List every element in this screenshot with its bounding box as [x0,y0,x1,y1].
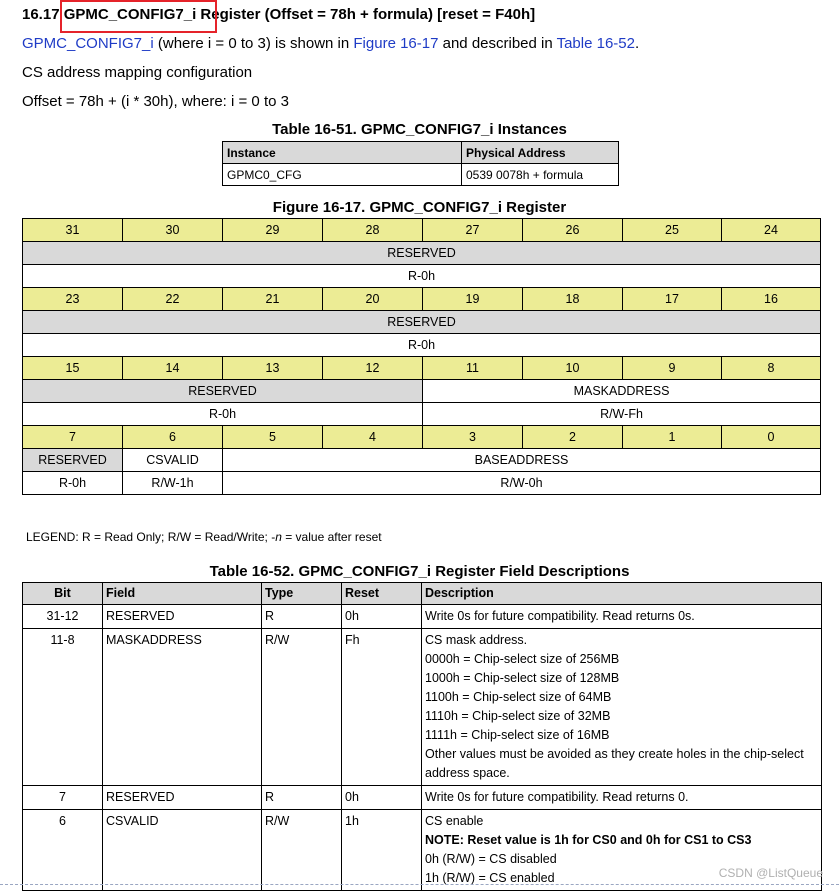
bit-number: 1 [623,426,722,449]
bit-number: 2 [523,426,623,449]
title-rest: Register (Offset = 78h + formula) [reset = F40h] [200,6,536,23]
instances-header-address: Physical Address [462,142,619,164]
cell-type: R/W [262,629,342,786]
field-baseaddress: BASEADDRESS [223,449,821,472]
bit-number: 23 [23,288,123,311]
description-line: Other values must be avoided as they create holes in the chip-select address space. [425,747,804,780]
header-type: Type [262,583,342,605]
table-link[interactable]: Table 16-52 [556,35,635,52]
table-row [223,164,619,186]
bit-number: 17 [623,288,722,311]
intro-text-where: (where i = 0 to 3) is shown in [153,35,354,52]
field-reserved: RESERVED [23,242,821,265]
instances-table [222,141,619,186]
field-access: R-0h [23,472,123,495]
field-reserved: RESERVED [23,380,423,403]
bit-number: 9 [623,357,722,380]
bit-number-row [23,426,821,449]
description-line: Write 0s for future compatibility. Read returns 0. [425,790,689,804]
instance-name: GPMC0_CFG [223,164,462,186]
section-number: 16.17 [22,6,60,23]
field-name-row [23,242,821,265]
field-access: R/W-Fh [423,403,821,426]
bit-number: 21 [223,288,323,311]
field-name-row [23,311,821,334]
cell-description [422,629,822,786]
cell-field: RESERVED [103,605,262,629]
cell-reset: 0h [342,786,422,810]
instances-header-row [223,142,619,164]
field-access-row [23,403,821,426]
offset-line: Offset = 78h + (i * 30h), where: i = 0 to 3 [22,93,289,110]
description-line: CS mask address. [425,633,528,647]
instances-header-instance: Instance [223,142,462,164]
header-reset: Reset [342,583,422,605]
instances-table-caption: Table 16-51. GPMC_CONFIG7_i Instances [272,121,567,138]
field-csvalid: CSVALID [123,449,223,472]
cell-bit: 7 [23,786,103,810]
field-access: R/W-1h [123,472,223,495]
field-access: R-0h [23,265,821,288]
description-line: 1111h = Chip-select size of 16MB [425,728,610,742]
bit-number: 16 [722,288,821,311]
field-reserved: RESERVED [23,311,821,334]
bit-number: 30 [123,219,223,242]
field-name-row [23,380,821,403]
header-bit: Bit [23,583,103,605]
instance-address: 0539 0078h + formula [462,164,619,186]
table-row [23,605,822,629]
bit-number: 8 [722,357,821,380]
description-line: Write 0s for future compatibility. Read returns 0s. [425,609,695,623]
bit-number: 27 [423,219,523,242]
header-description: Description [422,583,822,605]
field-access: R/W-0h [223,472,821,495]
bit-number: 31 [23,219,123,242]
field-maskaddress: MASKADDRESS [423,380,821,403]
description-line: CS enable [425,814,484,828]
cell-field: MASKADDRESS [103,629,262,786]
cell-description [422,605,822,629]
field-access-row [23,265,821,288]
cell-field: CSVALID [103,810,262,891]
bit-number: 15 [23,357,123,380]
field-access: R-0h [23,403,423,426]
bit-number: 4 [323,426,423,449]
intro-text-and: and described in [438,35,557,52]
bit-number: 18 [523,288,623,311]
red-highlight-box [60,0,217,33]
bit-number: 19 [423,288,523,311]
bit-number: 10 [523,357,623,380]
table-row [23,810,822,891]
bit-number: 12 [323,357,423,380]
bit-number: 6 [123,426,223,449]
intro-text-end: . [635,35,640,52]
cell-description [422,786,822,810]
bit-number-row [23,219,821,242]
page-bottom-divider [0,884,839,885]
description-line: 1110h = Chip-select size of 32MB [425,709,611,723]
intro-paragraph [22,34,639,54]
fields-header-row [23,583,822,605]
cell-type: R/W [262,810,342,891]
reset-note: NOTE: Reset value is 1h for CS0 and 0h for CS1 to CS3 [425,833,752,847]
legend-before: LEGEND: R = Read Only; R/W = Read/Write; - [26,530,276,544]
field-access: R-0h [23,334,821,357]
description-line: 0h (R/W) = CS disabled [425,852,557,866]
bit-number: 13 [223,357,323,380]
cell-bit: 6 [23,810,103,891]
field-access-row [23,472,821,495]
register-name: GPMC_CONFIG7_i [63,6,197,23]
bit-number: 3 [423,426,523,449]
bit-number: 29 [223,219,323,242]
bit-number: 28 [323,219,423,242]
figure-link[interactable]: Figure 16-17 [353,35,439,52]
cell-type: R [262,786,342,810]
bit-number: 11 [423,357,523,380]
table-row [23,629,822,786]
cell-reset: Fh [342,629,422,786]
watermark: CSDN @ListQueue [718,866,823,880]
field-reserved: RESERVED [23,449,123,472]
description-line: 1h (R/W) = CS enabled [425,871,555,885]
register-figure-caption: Figure 16-17. GPMC_CONFIG7_i Register [272,199,567,216]
bit-number: 24 [722,219,821,242]
cell-reset: 0h [342,605,422,629]
description-line: 0000h = Chip-select size of 256MB [425,652,620,666]
bit-number: 22 [123,288,223,311]
bit-number: 26 [523,219,623,242]
cell-field: RESERVED [103,786,262,810]
bit-number: 20 [323,288,423,311]
cell-reset: 1h [342,810,422,891]
table-row [23,786,822,810]
bit-number: 5 [223,426,323,449]
legend-after: = value after reset [281,530,382,544]
field-descriptions-table [22,582,822,891]
cell-type: R [262,605,342,629]
cell-bit: 11-8 [23,629,103,786]
register-summary: CS address mapping configuration [22,64,253,81]
bit-number: 25 [623,219,722,242]
bit-number: 0 [722,426,821,449]
fields-table-caption: Table 16-52. GPMC_CONFIG7_i Register Field Descriptions [209,563,630,580]
field-access-row [23,334,821,357]
register-bitfield-figure [22,218,821,495]
description-line: 1000h = Chip-select size of 128MB [425,671,620,685]
legend [26,530,382,544]
bit-number-row [23,357,821,380]
description-line: 1100h = Chip-select size of 64MB [425,690,612,704]
bit-number-row [23,288,821,311]
header-field: Field [103,583,262,605]
cell-bit: 31-12 [23,605,103,629]
bit-number: 14 [123,357,223,380]
field-name-row [23,449,821,472]
legend-italic: n [275,530,282,544]
bit-number: 7 [23,426,123,449]
register-link[interactable]: GPMC_CONFIG7_i [22,35,154,52]
